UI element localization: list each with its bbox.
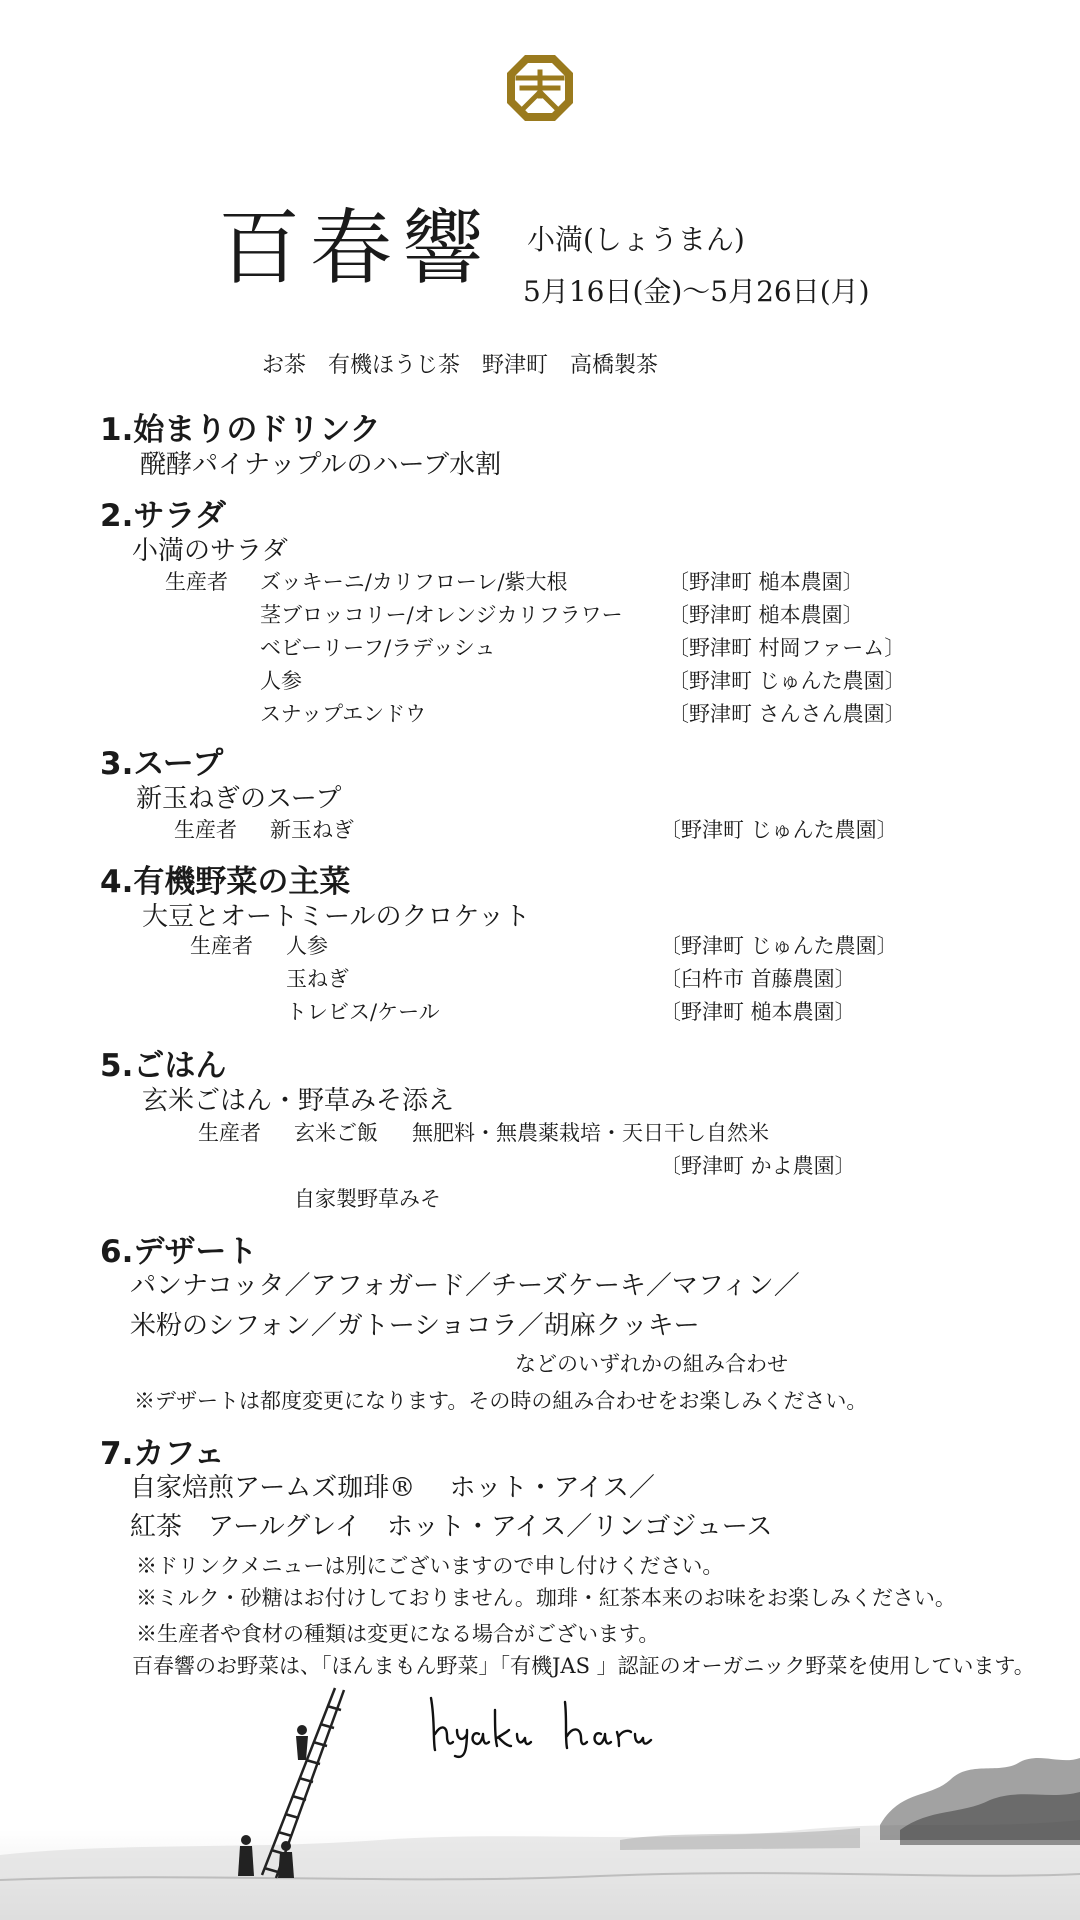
dish-main: 大豆とオートミールのクロケット (142, 902, 531, 932)
ingredient: ズッキーニ/カリフローレ/紫大根 (260, 570, 568, 594)
section-heading-soup: 3.スープ (100, 746, 224, 782)
farm-name: 〔野津町 じゅんた農園〕 (668, 669, 906, 693)
page-title: 百春響 (218, 201, 495, 296)
ingredient: トレビス/ケール (286, 1000, 440, 1024)
season-label: 小満(しょうまん) (527, 223, 745, 256)
dish-salad: 小満のサラダ (132, 536, 288, 566)
ingredient: 人参 (260, 669, 302, 693)
ingredient: 人参 (286, 934, 328, 958)
ink-landscape-ladder-icon (0, 1680, 1080, 1920)
farm-name: 〔野津町 槌本農園〕 (668, 570, 864, 594)
hexagon-crest-icon (504, 52, 576, 124)
footer-note: 百春響のお野菜は、「ほんまもん野菜」「有機JAS 」認証のオーガニック野菜を使用しています。 (132, 1654, 1035, 1678)
tea-maker: 高橋製茶 (570, 353, 659, 378)
dessert-note: ※デザートは都度変更になります。その時の組み合わせをお楽しみください。 (134, 1389, 868, 1413)
dish-soup: 新玉ねぎのスープ (136, 784, 342, 814)
farm-name: 〔野津町 さんさん農園〕 (668, 702, 906, 726)
ingredient: スナップエンドウ (260, 702, 427, 726)
ingredient: 茎ブロッコリー/オレンジカリフラワー (260, 603, 623, 627)
dessert-combo: などのいずれかの組み合わせ (515, 1352, 788, 1376)
producer-label: 生産者 (165, 570, 228, 594)
section-heading-main: 4.有機野菜の主菜 (100, 864, 351, 900)
footer-note: ※生産者や食材の種類は変更になる場合がございます。 (136, 1622, 660, 1646)
dish-drink: 醗酵パイナップルのハーブ水割 (140, 450, 502, 480)
farm-name: 〔野津町 じゅんた農園〕 (660, 934, 898, 958)
cultivation-method: 無肥料・無農薬栽培・天日干し自然米 (412, 1121, 769, 1145)
farm-name: 〔野津町 村岡ファーム〕 (668, 636, 906, 660)
tea-line (262, 348, 680, 379)
tea-label: お茶 (262, 353, 307, 378)
farm-name: 〔野津町 じゅんた農園〕 (660, 818, 898, 842)
cafe-line: 自家焙煎アームズ珈琲® ホット・アイス／ (130, 1473, 655, 1503)
section-heading-salad: 2.サラダ (100, 498, 227, 534)
tea-name: 有機ほうじ茶 (328, 353, 461, 378)
section-heading-rice: 5.ごはん (100, 1048, 227, 1084)
section-heading-cafe: 7.カフェ (100, 1436, 225, 1472)
ingredient: 自家製野草みそ (294, 1187, 441, 1211)
dish-rice: 玄米ごはん・野草みそ添え (142, 1086, 455, 1116)
dessert-line: 米粉のシフォン／ガトーショコラ／胡麻クッキー (130, 1311, 700, 1341)
producer-label: 生産者 (190, 934, 253, 958)
tea-place: 野津町 (482, 353, 549, 378)
ingredient: 新玉ねぎ (270, 818, 354, 842)
farm-name: 〔臼杵市 首藤農園〕 (660, 967, 856, 991)
producer-label: 生産者 (174, 818, 237, 842)
cafe-note: ※ドリンクメニューは別にございますので申し付けください。 (136, 1554, 724, 1578)
ingredient: ベビーリーフ/ラデッシュ (260, 636, 496, 660)
producer-label: 生産者 (198, 1121, 261, 1145)
dessert-line: パンナコッタ／アフォガード／チーズケーキ／マフィン／ (130, 1271, 800, 1301)
section-heading-dessert: 6.デザート (100, 1234, 258, 1270)
ingredient: 玉ねぎ (286, 967, 349, 991)
cafe-line: 紅茶 アールグレイ ホット・アイス／リンゴジュース (130, 1512, 773, 1542)
date-range: 5月16日(金)〜5月26日(月) (523, 275, 870, 308)
farm-name: 〔野津町 かよ農園〕 (660, 1154, 856, 1178)
farm-name: 〔野津町 槌本農園〕 (668, 603, 864, 627)
cafe-note: ※ミルク・砂糖はお付けしておりません。珈琲・紅茶本来のお味をお楽しみください。 (136, 1586, 956, 1610)
ingredient: 玄米ご飯 (294, 1121, 378, 1145)
farm-name: 〔野津町 槌本農園〕 (660, 1000, 856, 1024)
section-heading-drink: 1.始まりのドリンク (100, 412, 381, 448)
